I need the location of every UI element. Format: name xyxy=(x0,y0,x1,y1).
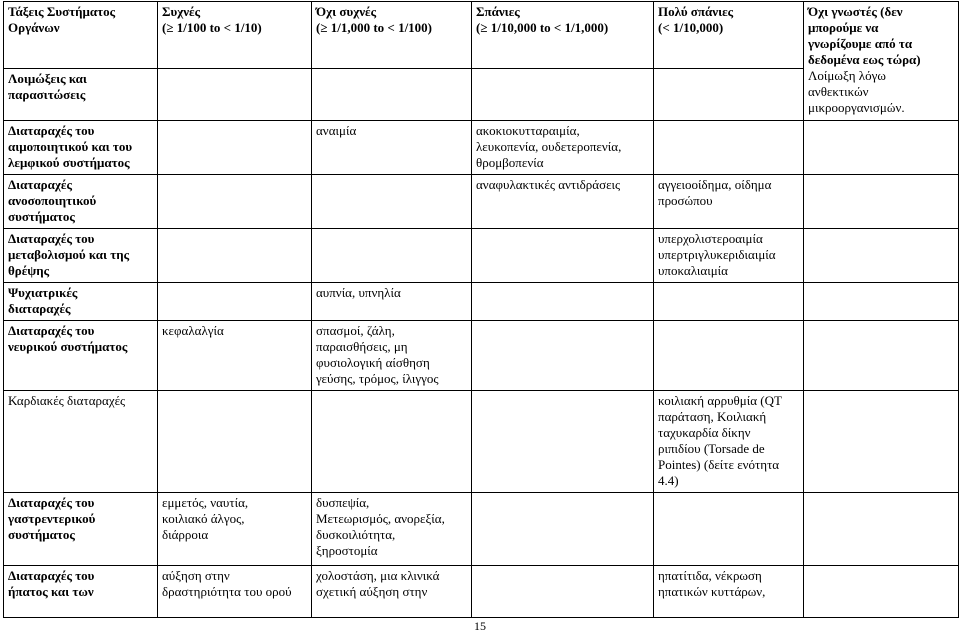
header-very-rare: Πολύ σπάνιες (< 1/10,000) xyxy=(654,2,804,69)
header-rare: Σπάνιες (≥ 1/10,000 to < 1/1,000) xyxy=(472,2,654,69)
cell-frequent xyxy=(158,229,312,283)
cell-very-rare xyxy=(654,69,804,121)
table-row xyxy=(4,321,959,391)
adverse-reactions-table xyxy=(3,1,959,618)
cell-unknown xyxy=(804,229,959,283)
cell-unknown xyxy=(804,566,959,618)
cell-frequent xyxy=(158,175,312,229)
cell-frequent: εμμετός, ναυτία, κοιλιακό άλγος, διάρροια xyxy=(158,493,312,566)
cell-rare xyxy=(472,229,654,283)
cell-soc: Διαταραχές ανοσοποιητικού συστήματος xyxy=(4,175,158,229)
cell-rare xyxy=(472,391,654,493)
cell-very-rare xyxy=(654,283,804,321)
cell-soc: Διαταραχές του αιμοποιητικού και του λεμφικού συστήματος xyxy=(4,121,158,175)
cell-rare xyxy=(472,566,654,618)
cell-soc: Διαταραχές του μεταβολισμού και της θρέψης xyxy=(4,229,158,283)
cell-frequent xyxy=(158,121,312,175)
cell-unknown xyxy=(804,175,959,229)
cell-very-rare: κοιλιακή αρρυθμία (QT παράταση, Κοιλιακή ταχυκαρδία δίκην ριπιδίου (Torsade de Pointes) (δείτε ενότητα 4.4) xyxy=(654,391,804,493)
cell-unknown xyxy=(804,321,959,391)
cell-very-rare: υπερχολιστεροαιμία υπερτριγλυκεριδιαιμία υποκαλιαιμία xyxy=(654,229,804,283)
cell-soc: Λοιμώξεις και παρασιτώσεις xyxy=(4,69,158,121)
cell-rare xyxy=(472,283,654,321)
cell-frequent: κεφαλαλγία xyxy=(158,321,312,391)
cell-very-rare xyxy=(654,321,804,391)
cell-rare: ακοκιοκυτταραιμία, λευκοπενία, ουδετεροπενία, θρομβοπενία xyxy=(472,121,654,175)
page-number: 15 xyxy=(474,619,486,633)
cell-very-rare: αγγειοοίδημα, οίδημα προσώπου xyxy=(654,175,804,229)
cell-unknown xyxy=(804,283,959,321)
cell-very-rare: ηπατίτιδα, νέκρωση ηπατικών κυττάρων, xyxy=(654,566,804,618)
cell-rare xyxy=(472,69,654,121)
cell-rare xyxy=(472,321,654,391)
table-row xyxy=(4,566,959,618)
table-row xyxy=(4,121,959,175)
table-row xyxy=(4,283,959,321)
cell-uncommon: δυσπεψία, Μετεωρισμός, ανορεξία, δυσκοιλιότητα, ξηροστομία xyxy=(312,493,472,566)
cell-rare xyxy=(472,493,654,566)
cell-frequent: αύξηση στην δραστηριότητα του ορού xyxy=(158,566,312,618)
cell-uncommon xyxy=(312,69,472,121)
header-soc: Τάξεις Συστήματος Οργάνων xyxy=(4,2,158,69)
table-row xyxy=(4,391,959,493)
cell-uncommon: αυπνία, υπνηλία xyxy=(312,283,472,321)
table-row xyxy=(4,229,959,283)
cell-soc: Διαταραχές του ήπατος και των xyxy=(4,566,158,618)
header-frequent: Συχνές (≥ 1/100 to < 1/10) xyxy=(158,2,312,69)
cell-uncommon: αναιμία xyxy=(312,121,472,175)
table-row xyxy=(4,493,959,566)
cell-frequent xyxy=(158,283,312,321)
header-row xyxy=(4,2,959,69)
cell-rare: αναφυλακτικές αντιδράσεις xyxy=(472,175,654,229)
header-uncommon: Όχι συχνές (≥ 1/1,000 to < 1/100) xyxy=(312,2,472,69)
cell-soc: Διαταραχές του γαστρεντερικού συστήματος xyxy=(4,493,158,566)
cell-very-rare xyxy=(654,493,804,566)
cell-soc: Διαταραχές του νευρικού συστήματος xyxy=(4,321,158,391)
cell-uncommon: σπασμοί, ζάλη, παραισθήσεις, μη φυσιολογική αίσθηση γεύσης, τρόμος, ίλιγγος xyxy=(312,321,472,391)
cell-very-rare xyxy=(654,121,804,175)
table-body xyxy=(4,2,959,618)
cell-uncommon xyxy=(312,391,472,493)
cell-soc: Ψυχιατρικές διαταραχές xyxy=(4,283,158,321)
cell-unknown xyxy=(804,493,959,566)
cell-uncommon xyxy=(312,175,472,229)
table-row xyxy=(4,175,959,229)
cell-frequent xyxy=(158,69,312,121)
cell-unknown xyxy=(804,121,959,175)
header-unknown: Όχι γνωστές (δεν μπορούμε να γνωρίζουμε από τα δεδομένα εως τώρα) Λοίμωξη λόγω ανθεκτικών μικροοργανισμών. xyxy=(804,2,959,121)
cell-uncommon: χολοστάση, μια κλινικά σχετική αύξηση στην xyxy=(312,566,472,618)
cell-soc: Καρδιακές διαταραχές xyxy=(4,391,158,493)
cell-frequent xyxy=(158,391,312,493)
cell-uncommon xyxy=(312,229,472,283)
cell-unknown xyxy=(804,391,959,493)
